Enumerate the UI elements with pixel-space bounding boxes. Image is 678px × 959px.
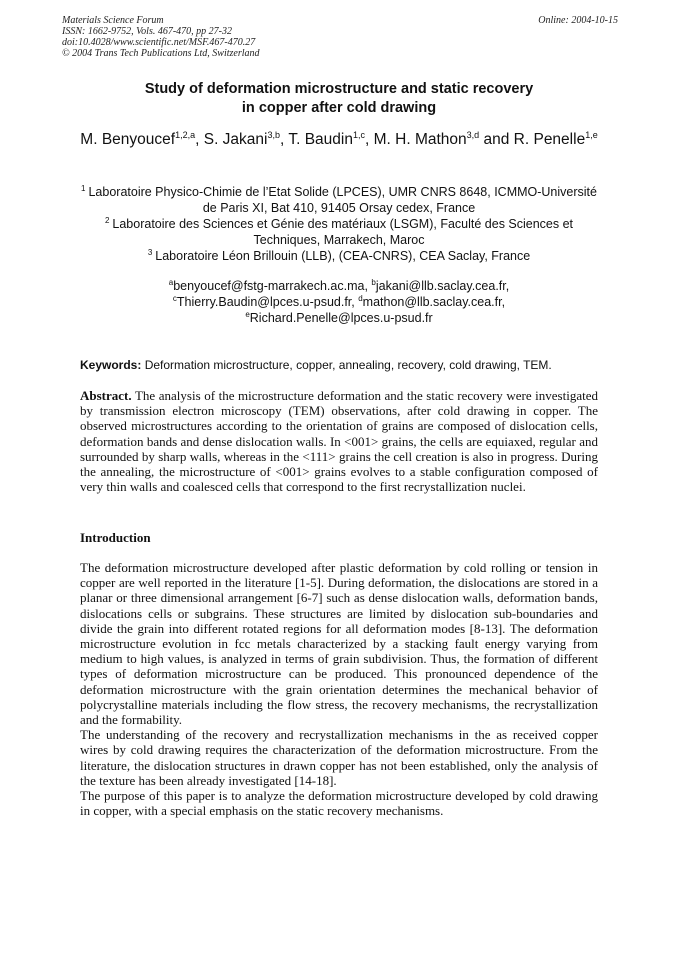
author-affil-sup: 1,2,a: [175, 130, 196, 140]
email-sup: e: [245, 310, 250, 319]
keywords-section: [80, 358, 598, 373]
section-heading-introduction: Introduction: [80, 530, 151, 545]
issn-line: ISSN: 1662-9752, Vols. 467-470, pp 27-32: [62, 26, 232, 37]
journal-name: Materials Science Forum: [62, 15, 164, 26]
author-affil-sup: 1,c: [353, 130, 366, 140]
author-affil-sup: 3,b: [267, 130, 281, 140]
email-line: $^a$benyoucef@fstg-marrakech.ac.ma, $^b$jakani@llb.saclay.cea.fr,: [168, 278, 510, 293]
email-sup: d: [358, 294, 363, 303]
email-address[interactable]: Richard.Penelle@lpces.u-psud.fr: [249, 311, 433, 325]
affiliation-text: Laboratoire Physico-Chimie de l’Etat Solide (LPCES), UMR CNRS 8648, ICMMO-Université de Paris XI, Bat 410, 91405 Orsay cedex, France: [88, 185, 597, 215]
author-name: T. Baudin: [288, 131, 353, 148]
affiliation-number: 2: [104, 216, 110, 225]
affiliation-number: 3: [147, 248, 153, 257]
email-address[interactable]: mathon@llb.saclay.cea.fr: [362, 295, 502, 309]
author-separator: and: [479, 131, 514, 148]
email-line: $^c$Thierry.Baudin@lpces.u-psud.fr, $^d$mathon@llb.saclay.cea.fr,: [172, 294, 506, 309]
email-list: [80, 278, 598, 326]
affiliation-text: Laboratoire Léon Brillouin (LLB), (CEA-CNRS), CEA Saclay, France: [155, 249, 531, 263]
email-address[interactable]: benyoucef@fstg-marrakech.ac.ma: [173, 279, 365, 293]
author-name: S. Jakani: [203, 131, 268, 148]
paper-title: [80, 80, 598, 118]
affiliation-item: [80, 184, 598, 216]
email-line: [80, 310, 598, 326]
abstract-label: Abstract.: [80, 388, 132, 403]
online-date: Online: 2004-10-15: [538, 15, 618, 26]
body-paragraph: The purpose of this paper is to analyze the deformation microstructure developed by cold drawing in copper, with a special emphasis on the static recovery mechanisms.: [80, 788, 598, 819]
affiliation-text: Laboratoire des Sciences et Génie des matériaux (LSGM), Faculté des Sciences et Techniques, Marrakech, Maroc: [112, 217, 574, 247]
email-address[interactable]: Thierry.Baudin@lpces.u-psud.fr: [176, 295, 352, 309]
affiliation-item: [80, 248, 598, 264]
introduction-body: [80, 560, 598, 818]
title-line-1: Study of deformation microstructure and static recovery: [144, 81, 534, 97]
author-affil-sup: 1,e: [585, 130, 598, 140]
email-sup: a: [168, 278, 174, 287]
author-name: M. H. Mathon: [373, 131, 467, 148]
title-line-2: in copper after cold drawing: [241, 100, 437, 116]
email-address[interactable]: jakani@llb.saclay.cea.fr: [375, 279, 506, 293]
email-sup: b: [371, 278, 376, 287]
abstract-text: The analysis of the microstructure deformation and the static recovery were investigated by transmission electron microscopy (TEM) observations, after cold drawing in copper. The observed microstructures according to the orientation of grains are composed of dislocation cells, deformation bands and dense dislocation walls. In <001> grains, the cells are equiaxed, regular and surrounded by sharp walls, whereas in the <111> grains the cell creation is also in progress. During the annealing, the microstructure of <001> grains evolves to a stable configuration composed of very thin walls and coalesced cells that correspond to the first recrystallization nuclei.: [80, 388, 598, 495]
author-name: R. Penelle: [513, 131, 586, 148]
author-affil-sup: 3,d: [466, 130, 480, 140]
body-paragraph: The understanding of the recovery and recrystallization mechanisms in the as received copper wires by cold drawing requires the characterization of the deformation microstructure. From the literature, the dislocation structures in drawn copper has not been established, only the analysis of the texture has been already investigated [14-18].: [80, 727, 598, 788]
copyright-line: © 2004 Trans Tech Publications Ltd, Switzerland: [62, 48, 260, 59]
affiliation-list: [80, 184, 598, 264]
email-sup: c: [172, 294, 177, 303]
author-separator: ,: [195, 131, 204, 148]
abstract-section: [80, 388, 598, 494]
affiliation-item: [80, 216, 598, 248]
journal-header: [62, 15, 618, 59]
keywords-label: Keywords:: [80, 358, 142, 372]
affiliation-number: 1: [81, 184, 86, 193]
body-paragraph: The deformation microstructure developed after plastic deformation by cold rolling or tension in copper are well reported in the literature [1-5]. During deformation, the dislocations are stored in a planar or three dimensional arrangement [6-7] such as dense dislocation walls, deformation bands, dislocations cells or subgrains. These structures are limited by dislocation sub-boundaries and divide the grain into different rotated regions for all deformation modes [8-13]. The deformation microstructure evolution in fcc metals characterized by a stacking fault energy varying from medium to high values, is analyzed in terms of grain subdivision. Thus, the formation of different types of deformation microstructure can be produced. This pronounced dependence of the deformation microstructure with the grain orientation determines the mechanical behavior of polycrystalline materials including the flow stress, the recovery mechanisms, the recrystallization and the formability.: [80, 560, 598, 728]
author-list: [80, 130, 598, 150]
doi-line[interactable]: doi:10.4028/www.scientific.net/MSF.467-470.27: [62, 37, 256, 48]
keywords-text: Deformation microstructure, copper, annealing, recovery, cold drawing, TEM.: [141, 358, 552, 372]
author-separator: ,: [280, 131, 289, 148]
author-separator: ,: [365, 131, 374, 148]
author-name: M. Benyoucef: [80, 131, 176, 148]
